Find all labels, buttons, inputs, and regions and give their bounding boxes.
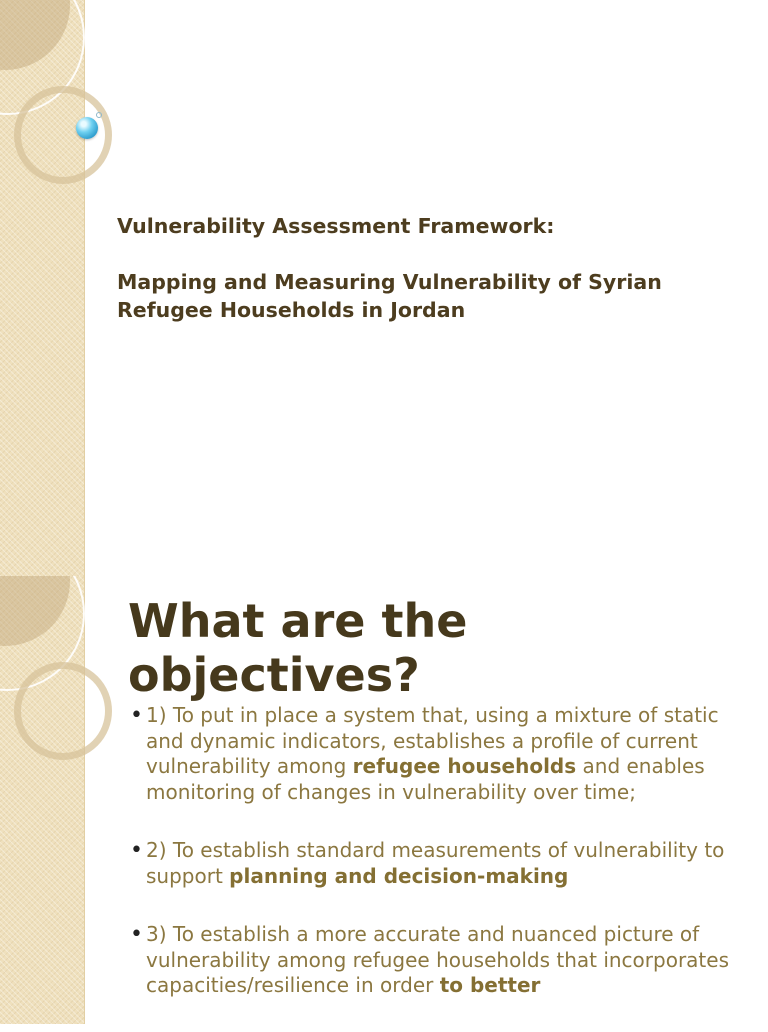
bullet-text: 3) To establish a more accurate and nuanced picture of vulnerability among refugee households that incorporates capacities/resilience in order (146, 922, 729, 997)
objectives-list (130, 703, 750, 1032)
bullet-text: 1) To put in place a system that, using a mixture of static and dynamic indicators, establishes a profile of current vulnerability among (146, 703, 719, 778)
decorative-side-strip (0, 0, 85, 576)
slide-title (117, 212, 737, 324)
decorative-side-strip (0, 576, 85, 1024)
decorative-arc-ring (14, 662, 112, 760)
blue-orb-icon (76, 117, 98, 139)
bullet-icon: • (130, 703, 143, 728)
bullet-emphasis: planning and decision-making (229, 863, 569, 888)
bullet-text: 2) To establish standard measurements of vulnerability to support (146, 838, 725, 888)
list-item (130, 838, 750, 889)
title-line-1: Vulnerability Assessment Framework: (117, 214, 555, 238)
bullet-text-end: and enables monitoring of changes in vulnerability over time; (146, 754, 705, 804)
bullet-icon: • (130, 922, 143, 947)
slide-heading: What are the objectives? (128, 594, 468, 702)
bullet-icon: • (130, 838, 143, 863)
bullet-emphasis: to better (439, 973, 541, 997)
list-item (130, 703, 750, 805)
list-item (130, 922, 750, 999)
bullet-emphasis: refugee households (352, 754, 577, 778)
small-circle-icon (96, 112, 102, 118)
decorative-arc-ring (14, 86, 112, 184)
title-line-2: Mapping and Measuring Vulnerability of Syrian Refugee Households in Jordan (117, 270, 662, 322)
